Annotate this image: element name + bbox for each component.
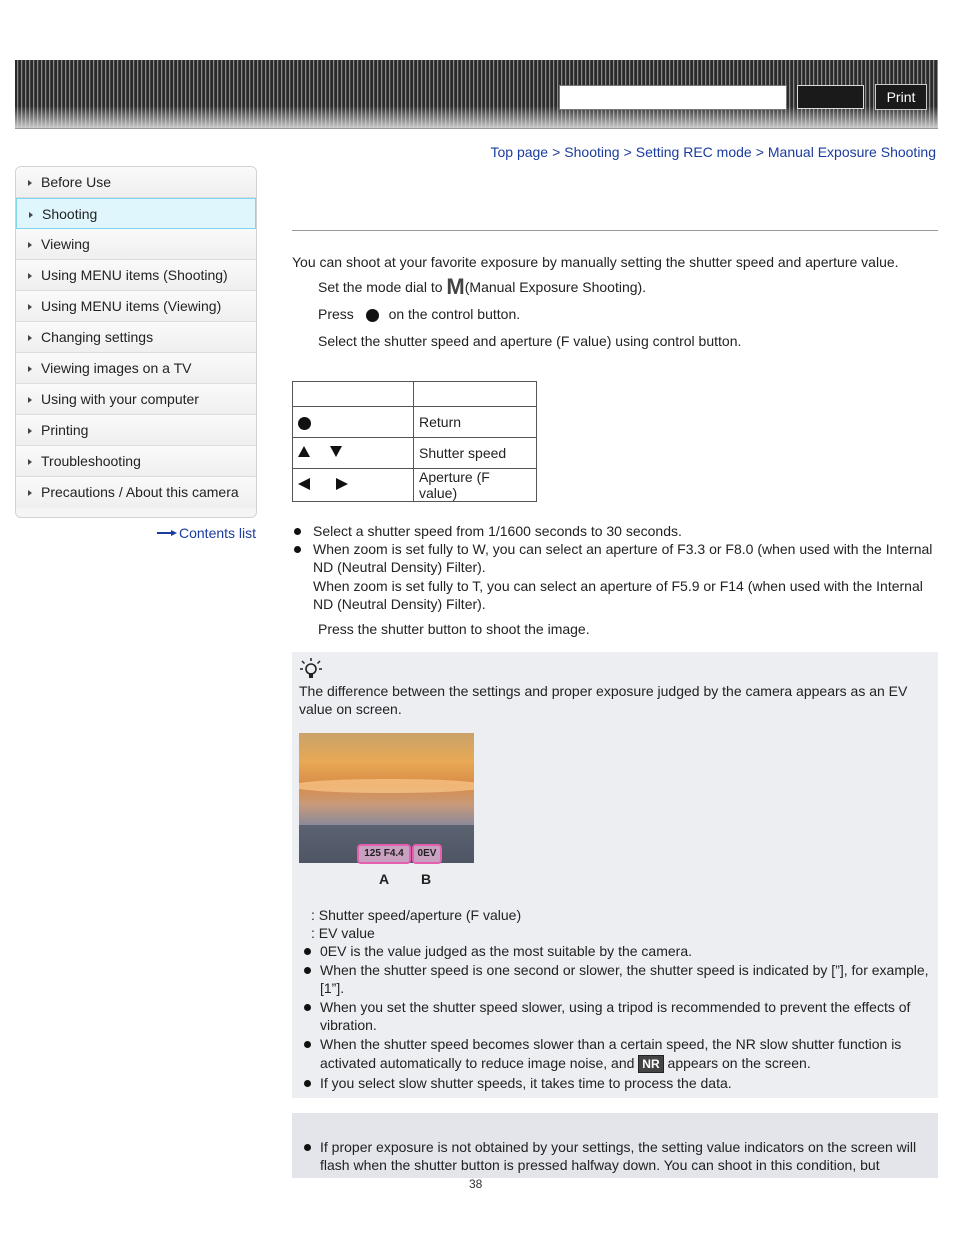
lightbulb-hint-icon [300,658,322,680]
title-divider [292,230,938,231]
arrow-right-icon [28,366,32,372]
list-item: If you select slow shutter speeds, it takes time to process the data. [299,1074,929,1092]
step-4: Press the shutter button to shoot the image. [318,621,590,637]
breadcrumb-setting-rec-mode[interactable]: Setting REC mode [635,144,752,160]
breadcrumb-shooting[interactable]: Shooting [564,144,620,160]
table-header-cell [293,382,414,407]
sidebar-item-before-use[interactable]: Before Use [16,167,256,198]
list-item: When you set the shutter speed slower, using a tripod is recommended to prevent the effects of vibration. [299,998,929,1034]
list-item: Select a shutter speed from 1/1600 seconds to 30 seconds. [292,522,938,540]
table-header-cell [414,382,537,407]
step-2: Press on the control button. [318,306,521,322]
table-row: Return [293,407,537,438]
shutter-aperture-readout: 125 F4.4 [357,844,411,864]
label-a: A [379,871,390,887]
sidebar-nav [15,166,257,518]
legend-b: : EV value [311,925,375,941]
center-button-icon [366,309,379,322]
arrow-right-icon [28,397,32,403]
list-item: When the shutter speed is one second or slower, the shutter speed is indicated by [”], for example, [1”]. [299,961,929,997]
left-right-icon [298,477,348,491]
breadcrumb-top-page[interactable]: Top page [490,144,549,160]
label-b: B [421,871,432,887]
arrow-right-icon [28,304,32,310]
legend-a: : Shutter speed/aperture (F value) [311,907,522,923]
list-item: When zoom is set fully to W, you can select an aperture of F3.3 or F8.0 (when used with the Internal ND (Neutral Density) Filter). When zoom is set fully to T, you can select an aperture of F5.9 or F14 (when used with the Internal ND (Neutral Density) Filter). [292,540,938,613]
print-button[interactable]: Print [875,84,927,110]
step-1: Set the mode dial to M(Manual Exposure Shooting). [318,274,647,299]
arrow-right-icon [157,530,177,536]
arrow-right-icon [29,212,33,218]
sidebar-item-shooting[interactable]: Shooting [16,198,256,229]
sidebar-item-menu-viewing[interactable]: Using MENU items (Viewing) [16,291,256,322]
sidebar-item-printing[interactable]: Printing [16,415,256,446]
nr-icon: NR [638,1055,663,1073]
control-button-table [292,381,537,502]
sidebar-item-viewing[interactable]: Viewing [16,229,256,260]
breadcrumb: Top page > Shooting > Setting REC mode > Manual Exposure Shooting [490,144,936,160]
arrow-right-icon [28,335,32,341]
page-number: 38 [469,1177,483,1191]
intro-text: You can shoot at your favorite exposure by manually setting the shutter speed and aperture value. [292,254,899,270]
breadcrumb-manual-exposure[interactable]: Manual Exposure Shooting [767,144,936,160]
center-button-icon [298,417,311,430]
search-input[interactable] [559,85,787,110]
sidebar-item-viewing-tv[interactable]: Viewing images on a TV [16,353,256,384]
list-item: 0EV is the value judged as the most suitable by the camera. [299,942,929,960]
arrow-right-icon [28,490,32,496]
table-row: Shutter speed [293,438,537,469]
arrow-right-icon [28,459,32,465]
hint-box [292,652,938,1098]
contents-list-link[interactable]: Contents list [157,525,256,541]
arrow-right-icon [28,428,32,434]
mode-m-icon: M [446,274,465,299]
list-item: If proper exposure is not obtained by your settings, the setting value indicators on the screen will flash when the shutter button is pressed halfway down. You can shoot in this condition, but [299,1138,929,1174]
sidebar-item-precautions[interactable]: Precautions / About this camera [16,477,256,508]
sidebar-item-changing-settings[interactable]: Changing settings [16,322,256,353]
sidebar-item-computer[interactable]: Using with your computer [16,384,256,415]
table-row: Aperture (F value) [293,469,537,502]
search-button[interactable] [797,85,864,109]
hint-text: The difference between the settings and proper exposure judged by the camera appears as an EV value on screen. [299,683,908,717]
step-3: Select the shutter speed and aperture (F value) using control button. [318,333,742,349]
sidebar-item-troubleshooting[interactable]: Troubleshooting [16,446,256,477]
up-down-icon [298,445,348,459]
sidebar-item-menu-shooting[interactable]: Using MENU items (Shooting) [16,260,256,291]
note-box [292,1113,938,1178]
arrow-right-icon [28,180,32,186]
ev-readout: 0EV [412,844,442,864]
arrow-right-icon [28,242,32,248]
list-item: When the shutter speed becomes slower than a certain speed, the NR slow shutter function is activated automatically to reduce image noise, and NR appears on the screen. [299,1035,929,1073]
arrow-right-icon [28,273,32,279]
